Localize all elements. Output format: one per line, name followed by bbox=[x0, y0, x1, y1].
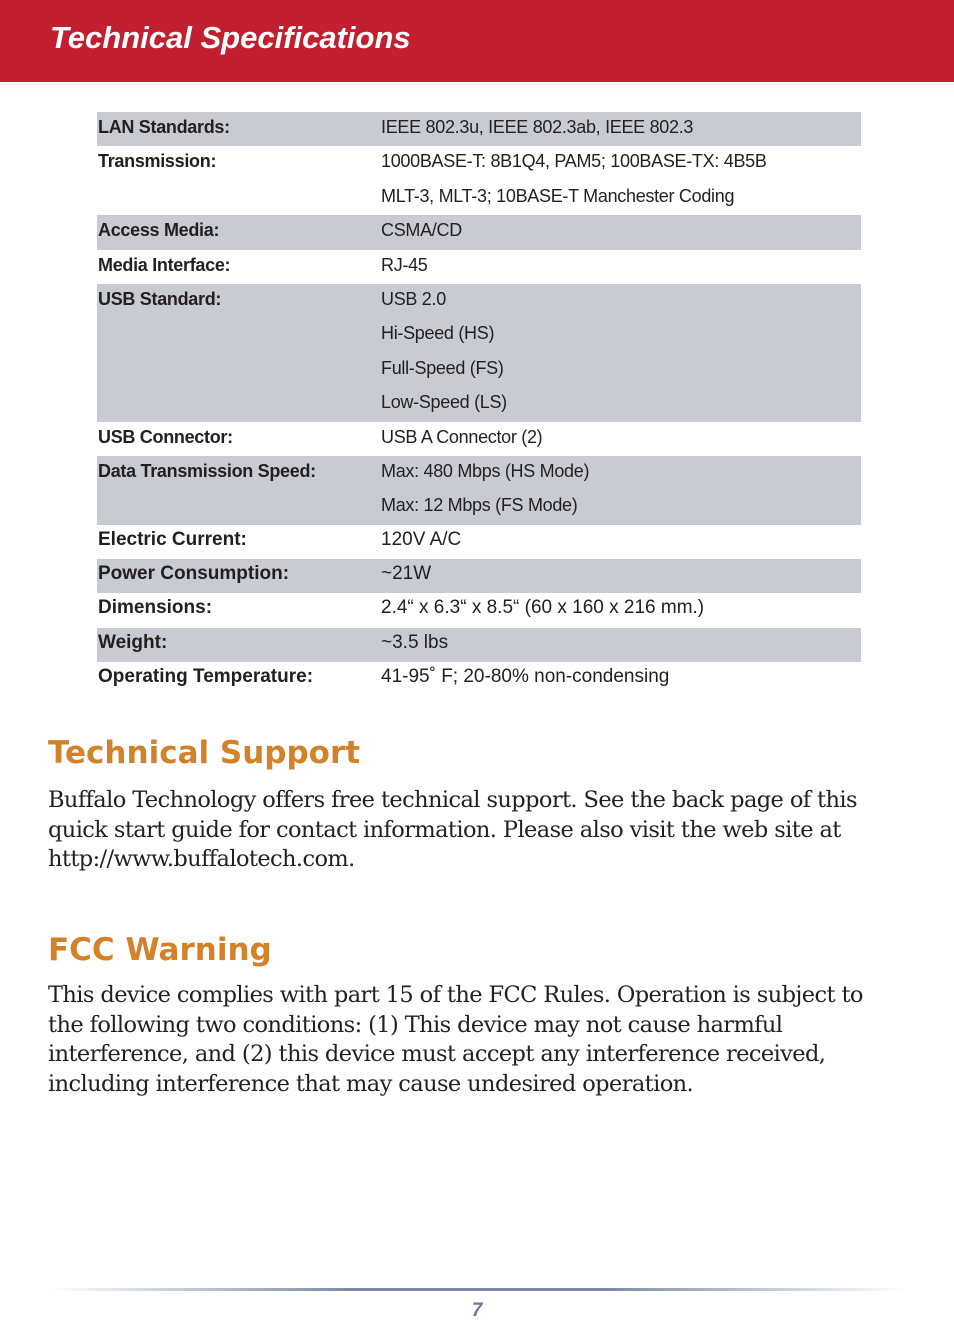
spec-value: 120V A/C bbox=[381, 528, 462, 550]
spec-row-usb-standard bbox=[97, 284, 861, 422]
spec-value: Hi-Speed (HS) bbox=[381, 323, 495, 344]
spec-row-usb-connector bbox=[97, 422, 861, 456]
spec-value: Max: 480 Mbps (HS Mode) bbox=[381, 460, 590, 481]
header-bar bbox=[0, 0, 954, 82]
specifications-table bbox=[97, 112, 861, 697]
spec-row-weight bbox=[97, 628, 861, 662]
spec-row-media-interface bbox=[97, 250, 861, 284]
spec-value: USB A Connector (2) bbox=[381, 426, 543, 447]
spec-label: Transmission: bbox=[98, 151, 217, 172]
spec-value: ~21W bbox=[381, 563, 432, 585]
spec-label: Power Consumption: bbox=[98, 563, 290, 585]
spec-label: USB Standard: bbox=[98, 288, 222, 309]
spec-row-access-media bbox=[97, 215, 861, 249]
spec-label: Operating Temperature: bbox=[98, 666, 314, 688]
fcc-warning-heading: FCC Warning bbox=[48, 932, 272, 968]
spec-value: Full-Speed (FS) bbox=[381, 357, 504, 378]
spec-label: Weight: bbox=[98, 631, 168, 653]
spec-row-data-transmission-speed bbox=[97, 456, 861, 525]
spec-label: Electric Current: bbox=[98, 528, 247, 550]
spec-row-lan-standards bbox=[97, 112, 861, 146]
spec-row-electric-current bbox=[97, 525, 861, 559]
spec-row-operating-temperature bbox=[97, 662, 861, 696]
spec-value: CSMA/CD bbox=[381, 220, 462, 241]
spec-row-power-consumption bbox=[97, 559, 861, 593]
spec-label: Access Media: bbox=[98, 220, 220, 241]
spec-value: 41-95˚ F; 20-80% non-condensing bbox=[381, 666, 670, 688]
spec-row-dimensions bbox=[97, 593, 861, 627]
spec-label: LAN Standards: bbox=[98, 117, 230, 137]
spec-value: USB 2.0 bbox=[381, 288, 446, 309]
spec-value: RJ-45 bbox=[381, 254, 428, 275]
spec-value: 1000BASE-T: 8B1Q4, PAM5; 100BASE-TX: 4B5B bbox=[381, 151, 767, 172]
spec-value: MLT-3, MLT-3; 10BASE-T Manchester Coding bbox=[381, 185, 735, 206]
spec-value: 2.4“ x 6.3“ x 8.5“ (60 x 160 x 216 mm.) bbox=[381, 597, 705, 619]
spec-label: Data Transmission Speed: bbox=[98, 460, 316, 481]
spec-value: Low-Speed (LS) bbox=[381, 392, 507, 413]
technical-support-body: Buffalo Technology offers free technical support. See the back page of this quick start guide for contact information. Please also visit the web site at http://www.buffalotech.com. bbox=[48, 787, 857, 872]
spec-label: Media Interface: bbox=[98, 254, 231, 275]
spec-label: USB Connector: bbox=[98, 426, 233, 447]
spec-value: IEEE 802.3u, IEEE 802.3ab, IEEE 802.3 bbox=[381, 117, 694, 137]
technical-support-heading: Technical Support bbox=[48, 735, 361, 771]
spec-value: Max: 12 Mbps (FS Mode) bbox=[381, 495, 578, 516]
page-title: Technical Specifications bbox=[50, 20, 411, 55]
fcc-warning-body: This device complies with part 15 of the FCC Rules. Operation is subject to the following two conditions: (1) This device may not cause harmful interference, and (2) this device must accept any interference received, including interference that may cause undesired operation. bbox=[48, 982, 863, 1097]
page-number: 7 bbox=[471, 1300, 483, 1321]
spec-label: Dimensions: bbox=[98, 597, 213, 619]
spec-row-transmission bbox=[97, 146, 861, 215]
footer-divider bbox=[48, 1288, 906, 1291]
spec-value: ~3.5 lbs bbox=[381, 631, 449, 653]
